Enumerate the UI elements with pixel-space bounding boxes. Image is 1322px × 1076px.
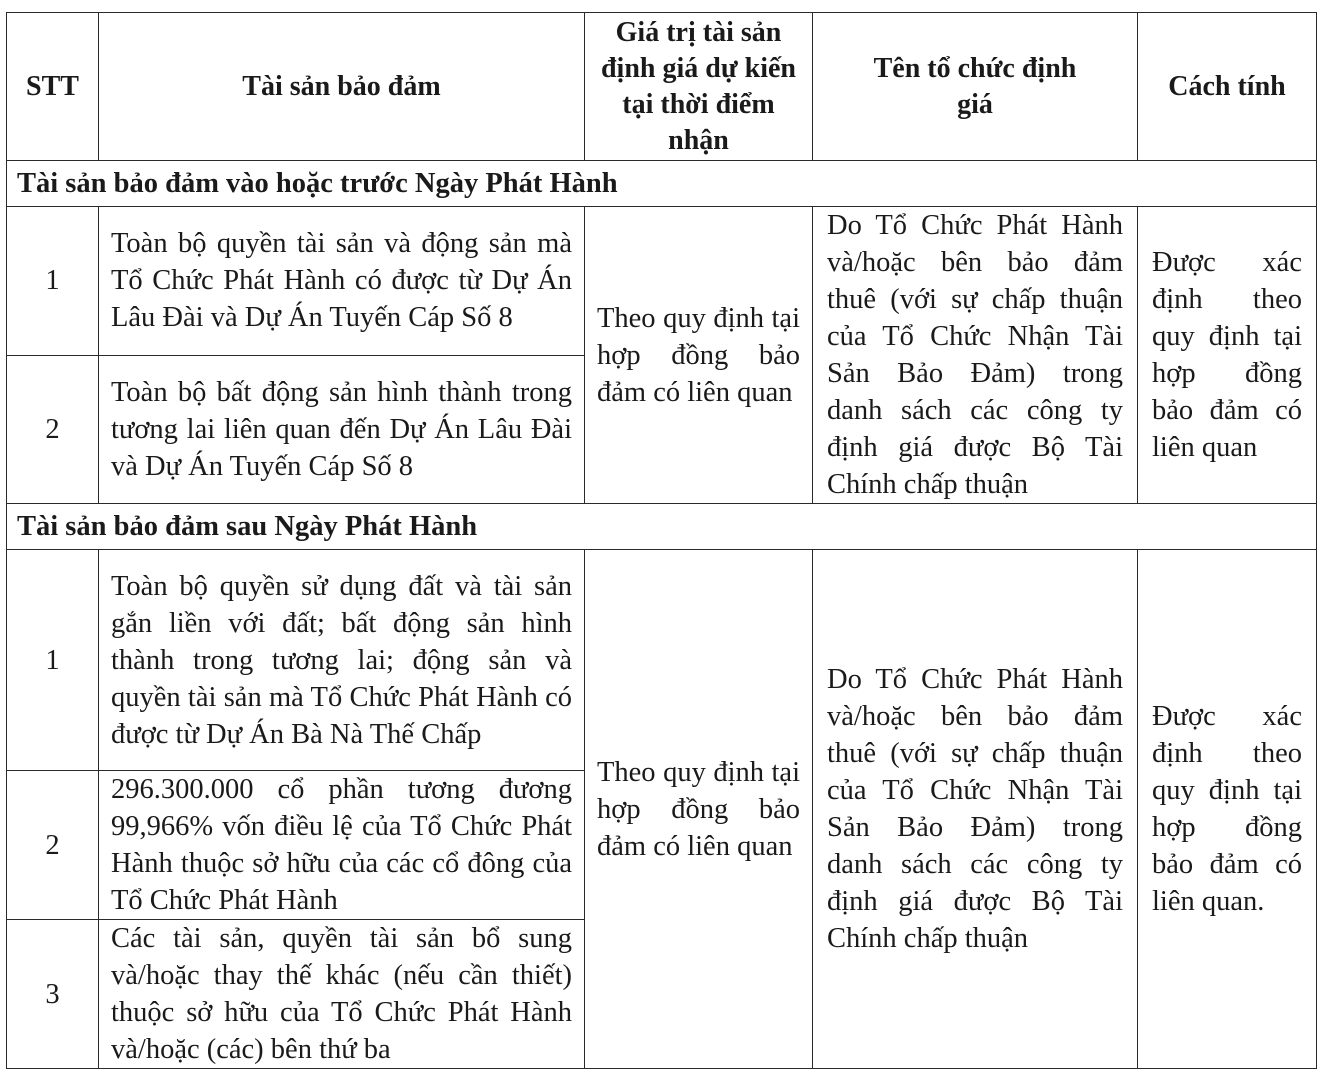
section-header-row	[7, 504, 1317, 550]
header-stt: STT	[7, 13, 99, 161]
row-asset: 296.300.000 cổ phần tương đương 99,966% vốn điều lệ của Tổ Chức Phát Hành thuộc sở hữu của các cổ đông của Tổ Chức Phát Hành	[99, 771, 585, 920]
row-stt: 2	[7, 355, 99, 504]
section-header-row	[7, 161, 1317, 207]
row-stt: 3	[7, 920, 99, 1069]
table-row	[7, 207, 1317, 356]
valuation-org-cell: Do Tổ Chức Phát Hành và/hoặc bên bảo đảm thuê (với sự chấp thuận của Tổ Chức Nhận Tài Sản Bảo Đảm) trong danh sách các công ty định giá được Bộ Tài Chính chấp thuận	[813, 207, 1138, 504]
table-row	[7, 550, 1317, 771]
row-asset: Toàn bộ quyền tài sản và động sản mà Tổ Chức Phát Hành có được từ Dự Án Lâu Đài và Dự Án Tuyến Cáp Số 8	[99, 207, 585, 356]
header-value: Giá trị tài sản định giá dự kiến tại thời điểm nhận	[585, 13, 813, 161]
header-method: Cách tính	[1138, 13, 1317, 161]
section-title: Tài sản bảo đảm vào hoặc trước Ngày Phát Hành	[7, 161, 1317, 207]
calculation-method-cell: Được xác định theo quy định tại hợp đồng bảo đảm có liên quan	[1138, 207, 1317, 504]
header-org: Tên tổ chức định giá	[813, 13, 1138, 161]
table-header-row	[7, 13, 1317, 161]
header-asset: Tài sản bảo đảm	[99, 13, 585, 161]
calculation-method-cell: Được xác định theo quy định tại hợp đồng bảo đảm có liên quan.	[1138, 550, 1317, 1069]
row-asset: Các tài sản, quyền tài sản bổ sung và/hoặc thay thế khác (nếu cần thiết) thuộc sở hữu của Tổ Chức Phát Hành và/hoặc (các) bên thứ ba	[99, 920, 585, 1069]
valuation-cell: Theo quy định tại hợp đồng bảo đảm có liên quan	[585, 207, 813, 504]
row-asset: Toàn bộ quyền sử dụng đất và tài sản gắn liền với đất; bất động sản hình thành trong tương lai; động sản và quyền tài sản mà Tổ Chức Phát Hành có được từ Dự Án Bà Nà Thế Chấp	[99, 550, 585, 771]
valuation-org-cell: Do Tổ Chức Phát Hành và/hoặc bên bảo đảm thuê (với sự chấp thuận của Tổ Chức Nhận Tài Sản Bảo Đảm) trong danh sách các công ty định giá được Bộ Tài Chính chấp thuận	[813, 550, 1138, 1069]
collateral-table	[6, 12, 1317, 1069]
row-asset: Toàn bộ bất động sản hình thành trong tương lai liên quan đến Dự Án Lâu Đài và Dự Án Tuyến Cáp Số 8	[99, 355, 585, 504]
valuation-cell: Theo quy định tại hợp đồng bảo đảm có liên quan	[585, 550, 813, 1069]
row-stt: 1	[7, 207, 99, 356]
section-title: Tài sản bảo đảm sau Ngày Phát Hành	[7, 504, 1317, 550]
row-stt: 2	[7, 771, 99, 920]
row-stt: 1	[7, 550, 99, 771]
